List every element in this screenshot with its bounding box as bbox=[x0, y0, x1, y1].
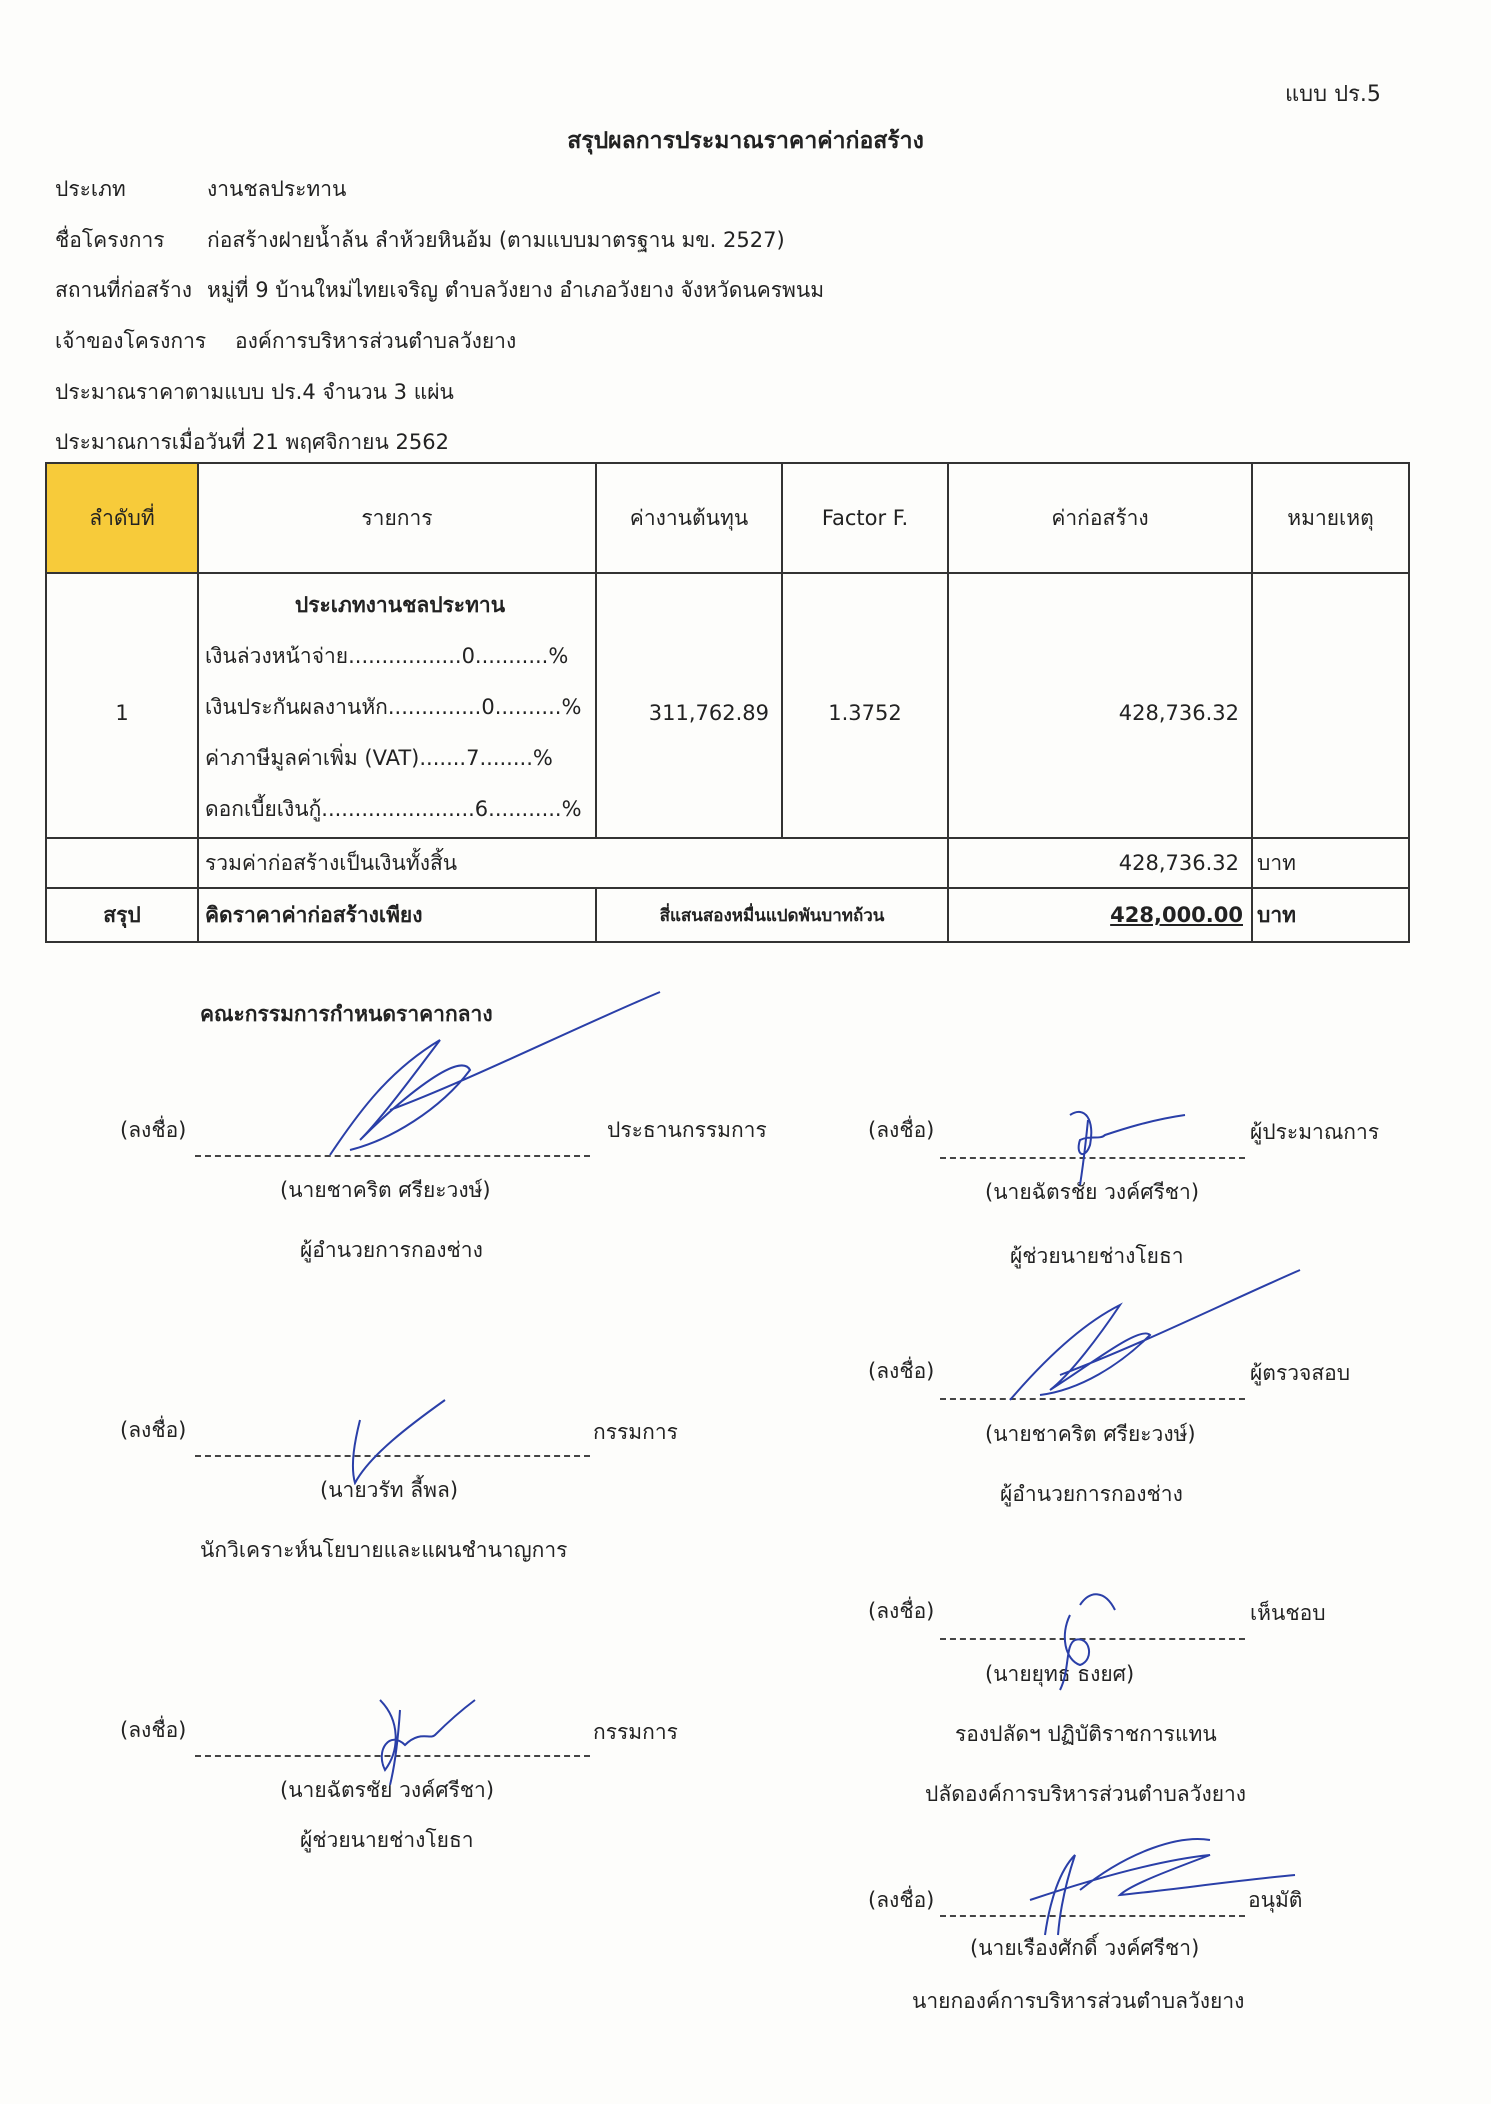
approve-name: (นายเรืองศักดิ์ วงค์ศรีชา) bbox=[970, 1936, 1200, 1960]
owner-label: เจ้าของโครงการ bbox=[55, 329, 207, 353]
sign-prefix-approve: (ลงชื่อ) bbox=[868, 1888, 935, 1912]
document-title: สรุปผลการประมาณราคาค่าก่อสร้าง bbox=[567, 128, 924, 154]
col-factor-header: Factor F. bbox=[782, 463, 948, 573]
col-cost-header: ค่างานต้นทุน bbox=[596, 463, 782, 573]
owner-value: องค์การบริหารส่วนตำบลวังยาง bbox=[235, 329, 517, 353]
summary-row bbox=[46, 888, 1409, 942]
inspector-name: (นายชาคริต ศรียะวงษ์) bbox=[985, 1422, 1196, 1446]
row-construction: 428,736.32 bbox=[948, 573, 1252, 838]
type-row bbox=[55, 173, 346, 206]
table-row bbox=[46, 573, 1409, 838]
sign-prefix-inspector: (ลงชื่อ) bbox=[868, 1359, 935, 1383]
total-row bbox=[46, 838, 1409, 888]
total-label: รวมค่าก่อสร้างเป็นเงินทั้งสิ้น bbox=[198, 838, 948, 888]
committee-title: คณะกรรมการกำหนดราคากลาง bbox=[200, 1002, 493, 1026]
agree-role: เห็นชอบ bbox=[1250, 1601, 1326, 1625]
col-item-header: รายการ bbox=[198, 463, 596, 573]
inspector-signature bbox=[1000, 1265, 1310, 1405]
summary-label: สรุป bbox=[46, 888, 198, 942]
total-empty bbox=[46, 838, 198, 888]
estimator-signature bbox=[1050, 1100, 1200, 1190]
estimate-date: ประมาณการเมื่อวันที่ 21 พฤศจิกายน 2562 bbox=[55, 430, 449, 454]
condition-guarantee: เงินประกันผลงานหัก..............0..........% bbox=[205, 695, 582, 719]
owner-row bbox=[55, 325, 516, 358]
sign-prefix-agree: (ลงชื่อ) bbox=[868, 1599, 935, 1623]
chair-position: ผู้อำนวยการกองช่าง bbox=[300, 1238, 483, 1262]
condition-advance: เงินล่วงหน้าจ่าย.................0...........% bbox=[205, 644, 569, 668]
estimator-name: (นายฉัตรชัย วงค์ศรีชา) bbox=[985, 1180, 1200, 1204]
sign-prefix-member2: (ลงชื่อ) bbox=[120, 1718, 187, 1742]
estimate-table bbox=[45, 462, 1410, 943]
approve-position: นายกองค์การบริหารส่วนตำบลวังยาง bbox=[912, 1989, 1245, 2013]
site-label: สถานที่ก่อสร้าง bbox=[55, 278, 192, 302]
member2-signature bbox=[360, 1690, 480, 1790]
agree-position-2: ปลัดองค์การบริหารส่วนตำบลวังยาง bbox=[925, 1782, 1247, 1806]
estimator-role: ผู้ประมาณการ bbox=[1250, 1120, 1380, 1144]
member2-position: ผู้ช่วยนายช่างโยธา bbox=[300, 1828, 474, 1852]
estimator-position: ผู้ช่วยนายช่างโยธา bbox=[1010, 1244, 1184, 1268]
total-value: 428,736.32 bbox=[948, 838, 1252, 888]
sign-prefix-chair: (ลงชื่อ) bbox=[120, 1118, 187, 1142]
summary-text: คิดราคาค่าก่อสร้างเพียง bbox=[198, 888, 596, 942]
approve-signature bbox=[1010, 1830, 1303, 1940]
member2-name: (นายฉัตรชัย วงค์ศรีชา) bbox=[280, 1778, 495, 1802]
inspector-position: ผู้อำนวยการกองช่าง bbox=[1000, 1482, 1183, 1506]
row-cost: 311,762.89 bbox=[596, 573, 782, 838]
approve-role: อนุมัติ bbox=[1248, 1888, 1303, 1912]
summary-unit: บาท bbox=[1252, 888, 1409, 942]
project-row bbox=[55, 224, 785, 257]
agree-name: (นายยุทธ ธงยศ) bbox=[985, 1662, 1135, 1686]
agree-signature bbox=[1020, 1585, 1140, 1695]
row-factor: 1.3752 bbox=[782, 573, 948, 838]
form-code: แบบ ปร.5 bbox=[1285, 82, 1381, 107]
member2-role: กรรมการ bbox=[593, 1720, 678, 1744]
total-unit: บาท bbox=[1252, 838, 1409, 888]
summary-value: 428,000.00 bbox=[1110, 903, 1243, 927]
type-value: งานชลประทาน bbox=[207, 177, 347, 201]
col-construction-header: ค่าก่อสร้าง bbox=[948, 463, 1252, 573]
member1-signature bbox=[330, 1395, 460, 1485]
col-note-header: หมายเหตุ bbox=[1252, 463, 1409, 573]
chair-signature bbox=[320, 990, 670, 1160]
summary-words: สี่แสนสองหมื่นแปดพันบาทถ้วน bbox=[596, 888, 948, 942]
row-note bbox=[1252, 573, 1409, 838]
site-value: หมู่ที่ 9 บ้านใหม่ไทยเจริญ ตำบลวังยาง อำเภอวังยาง จังหวัดนครพนม bbox=[207, 278, 825, 302]
chair-name: (นายชาคริต ศรียะวงษ์) bbox=[280, 1178, 491, 1202]
site-row bbox=[55, 274, 824, 307]
member1-name: (นายวรัท ลี้พล) bbox=[320, 1478, 459, 1502]
agree-position: รองปลัดฯ ปฏิบัติราชการแทน bbox=[955, 1722, 1217, 1746]
project-label: ชื่อโครงการ bbox=[55, 228, 165, 252]
condition-interest: ดอกเบี้ยเงินกู้.......................6...........% bbox=[205, 797, 582, 821]
inspector-role: ผู้ตรวจสอบ bbox=[1250, 1361, 1351, 1385]
sign-prefix-estimator: (ลงชื่อ) bbox=[868, 1118, 935, 1142]
item-title: ประเภทงานชลประทาน bbox=[294, 593, 506, 617]
type-label: ประเภท bbox=[55, 177, 126, 201]
project-value: ก่อสร้างฝายน้ำล้น ลำห้วยหินอ้ม (ตามแบบมาตรฐาน มข. 2527) bbox=[207, 228, 785, 252]
member1-role: กรรมการ bbox=[593, 1420, 678, 1444]
sign-prefix-member1: (ลงชื่อ) bbox=[120, 1418, 187, 1442]
member1-position: นักวิเคราะห์นโยบายและแผนชำนาญการ bbox=[200, 1538, 568, 1562]
estimate-sheets: ประมาณราคาตามแบบ ปร.4 จำนวน 3 แผ่น bbox=[55, 380, 454, 404]
condition-vat: ค่าภาษีมูลค่าเพิ่ม (VAT).......7........% bbox=[205, 746, 553, 770]
col-seq-header: ลำดับที่ bbox=[46, 463, 198, 573]
chair-role: ประธานกรรมการ bbox=[607, 1118, 767, 1142]
row-seq: 1 bbox=[46, 573, 198, 838]
row-items bbox=[198, 573, 596, 838]
